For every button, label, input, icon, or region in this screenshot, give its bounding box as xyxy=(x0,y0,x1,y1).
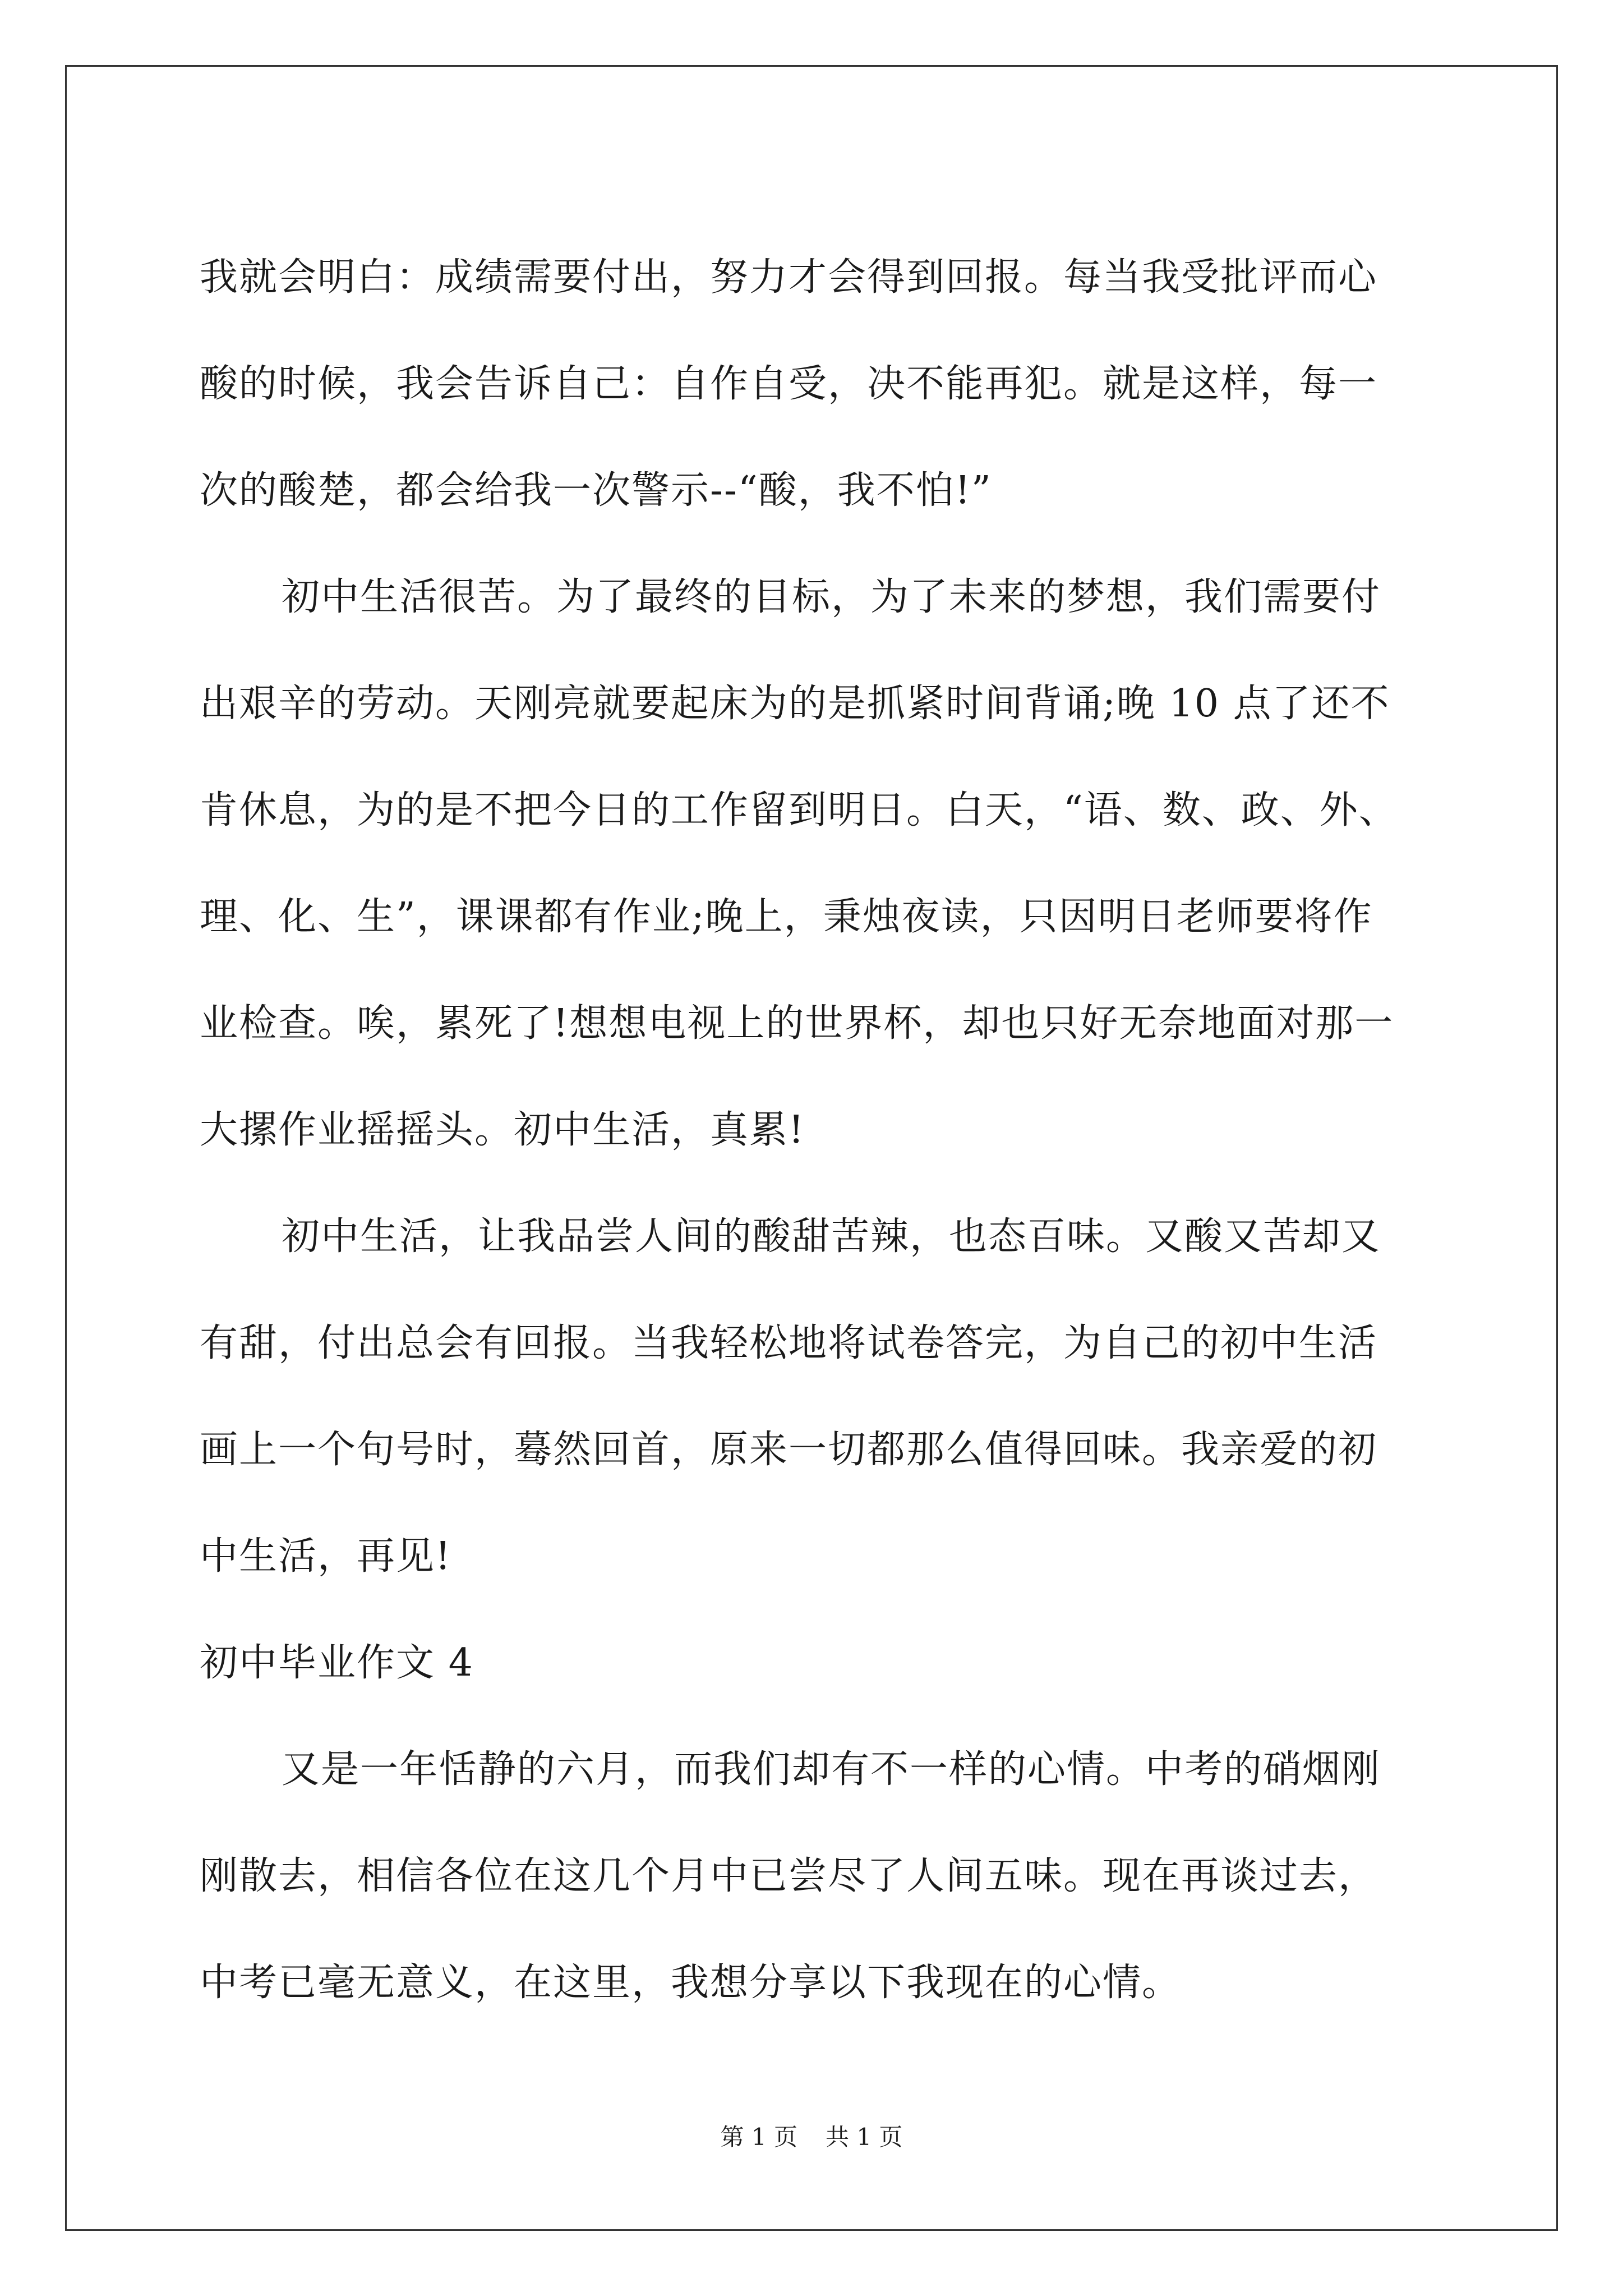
text-line: 酸的时候，我会告诉自己：自作自受，决不能再犯。就是这样，每一 xyxy=(200,362,1378,406)
text-line: 出艰辛的劳动。天刚亮就要起床为的是抓紧时间背诵;晚 10 点了还不 xyxy=(200,682,1390,726)
text-line: 理、化、生”，课课都有作业;晚上，秉烛夜读，只因明日老师要将作 xyxy=(200,895,1373,939)
section-heading: 初中毕业作文 4 xyxy=(200,1641,474,1685)
paragraph-start-line: 初中生活，让我品尝人间的酸甜苦辣，也态百味。又酸又苦却又 xyxy=(282,1214,1381,1259)
text-line: 肯休息，为的是不把今日的工作留到明日。白天，“语、数、政、外、 xyxy=(200,788,1398,832)
document-body xyxy=(200,224,1456,2036)
text-line: 次的酸楚，都会给我一次警示--“酸，我不怕!” xyxy=(200,468,992,513)
text-line: 有甜，付出总会有回报。当我轻松地将试卷答完，为自己的初中生活 xyxy=(200,1321,1378,1365)
text-line: 大摞作业摇摇头。初中生活，真累! xyxy=(200,1108,805,1152)
page-number-current: 第 1 页 xyxy=(720,2123,797,2151)
page-number-total: 共 1 页 xyxy=(826,2123,903,2151)
paragraph-start-line: 又是一年恬静的六月，而我们却有不一样的心情。中考的硝烟刚 xyxy=(282,1747,1381,1792)
text-line: 画上一个句号时，蓦然回首，原来一切都那么值得回味。我亲爱的初 xyxy=(200,1428,1378,1472)
text-line: 中生活，再见! xyxy=(200,1534,452,1579)
text-line: 我就会明白：成绩需要付出，努力才会得到回报。每当我受批评而心 xyxy=(200,255,1378,300)
text-line: 刚散去，相信各位在这几个月中已尝尽了人间五味。现在再谈过去， xyxy=(200,1854,1378,1898)
text-line: 业检查。唉，累死了!想想电视上的世界杯，却也只好无奈地面对那一 xyxy=(200,1001,1394,1046)
text-line: 中考已毫无意义，在这里，我想分享以下我现在的心情。 xyxy=(200,1961,1182,2005)
paragraph-start-line: 初中生活很苦。为了最终的目标，为了未来的梦想，我们需要付 xyxy=(282,575,1381,619)
page-footer xyxy=(0,2120,1623,2154)
